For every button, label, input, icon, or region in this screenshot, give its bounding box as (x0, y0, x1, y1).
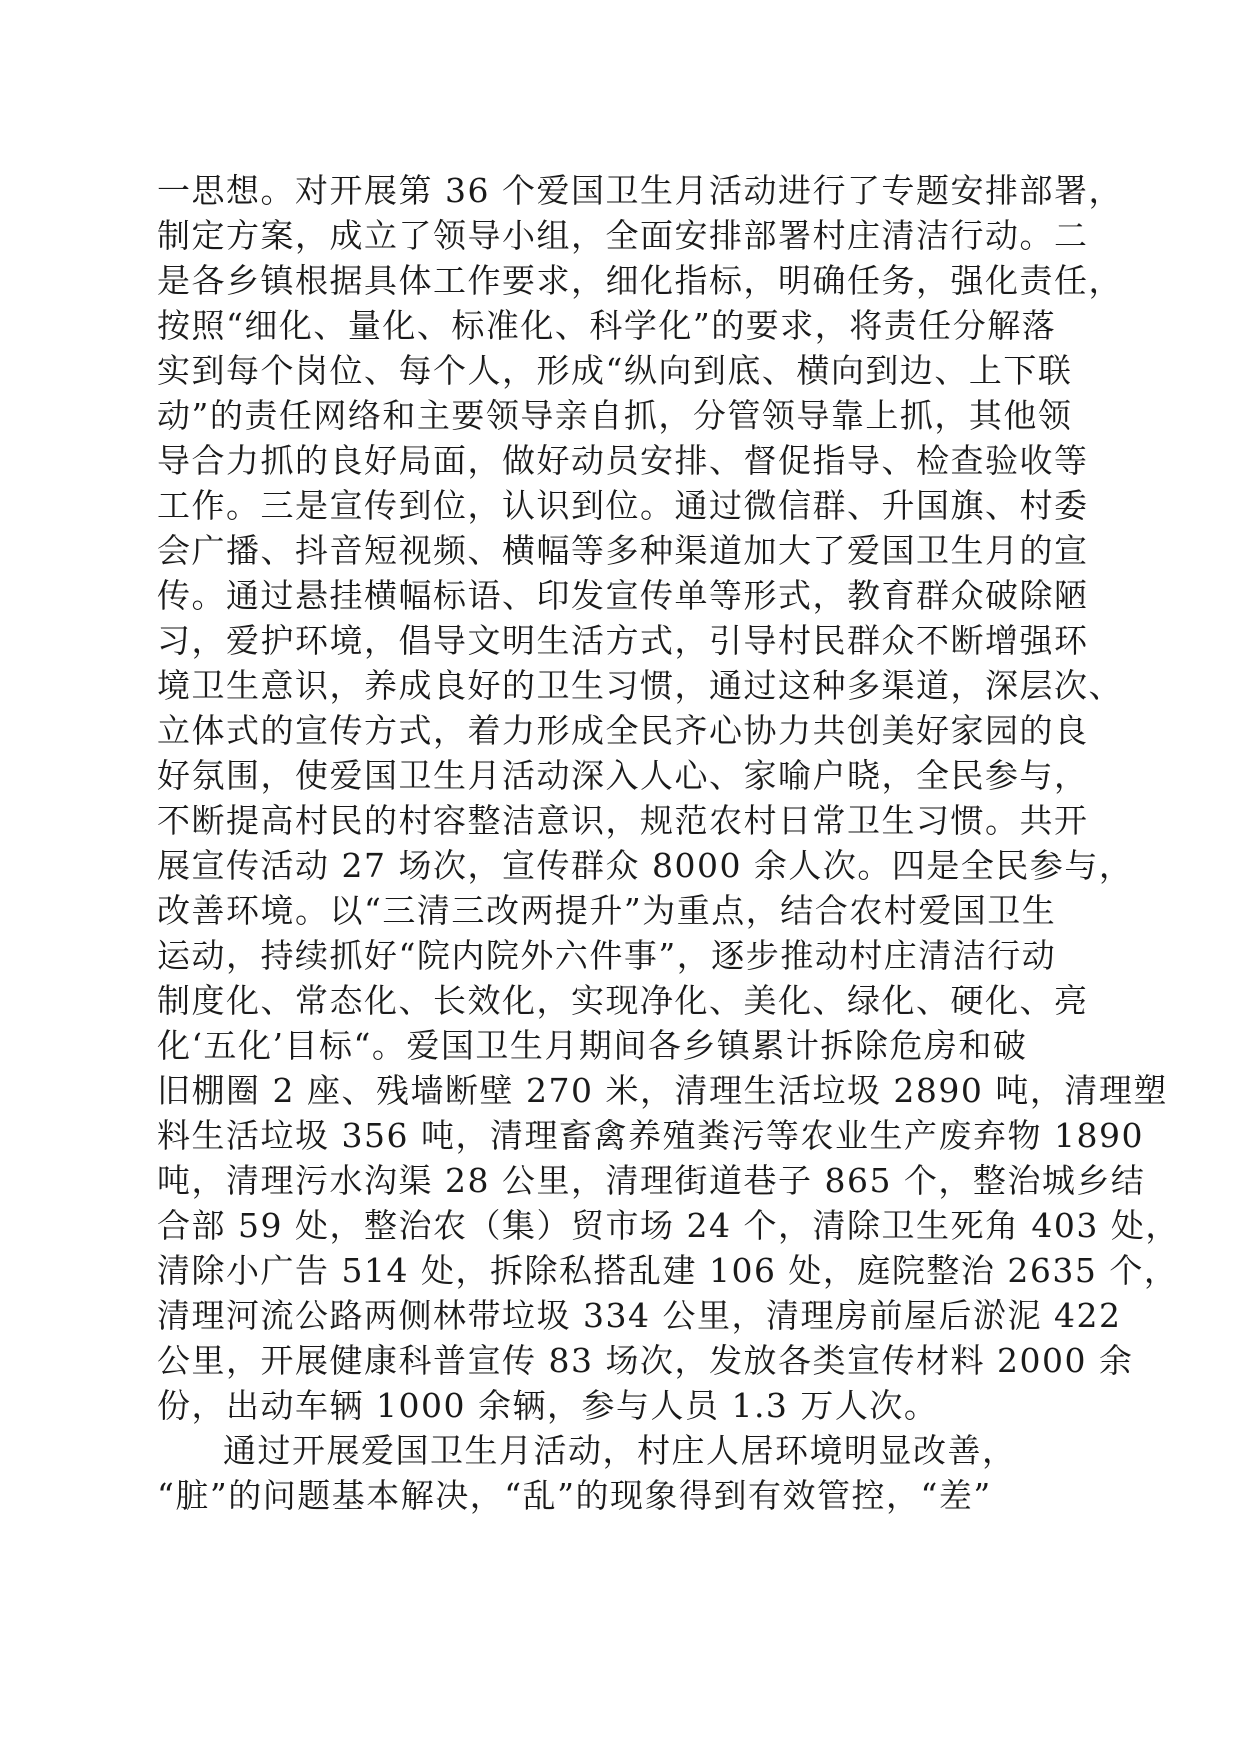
text-line: 旧棚圈 2 座、残墙断壁 270 米，清理生活垃圾 2890 吨，清理塑 (157, 1071, 1168, 1110)
text-line: 立体式的宣传方式，着力形成全民齐心协力共创美好家园的良 (157, 711, 1089, 750)
text-line: 会广播、抖音短视频、横幅等多种渠道加大了爱国卫生月的宣 (157, 531, 1089, 570)
text-line: 份，出动车辆 1000 余辆，参与人员 1.3 万人次。 (157, 1386, 939, 1425)
text-line: 一思想。对开展第 36 个爱国卫生月活动进行了专题安排部署， (157, 171, 1123, 210)
text-line: 导合力抓的良好局面，做好动员安排、督促指导、检查验收等 (157, 441, 1089, 480)
text-line: 制度化、常态化、长效化，实现净化、美化、绿化、硬化、亮 (157, 981, 1089, 1020)
text-line: 境卫生意识，养成良好的卫生习惯，通过这种多渠道，深层次、 (157, 666, 1123, 705)
text-line: 合部 59 处，整治农（集）贸市场 24 个，清除卫生死角 403 处， (157, 1206, 1180, 1245)
text-line: 吨，清理污水沟渠 28 公里，清理街道巷子 865 个，整治城乡结 (157, 1161, 1146, 1200)
text-line: “脏”的问题基本解决，“乱”的现象得到有效管控，“差” (157, 1476, 992, 1515)
text-line: 习，爱护环境，倡导文明生活方式，引导村民群众不断增强环 (157, 621, 1089, 660)
paragraph-first-line: 通过开展爱国卫生月活动，村庄人居环境明显改善， (223, 1431, 1017, 1470)
text-line: 动”的责任网络和主要领导亲自抓，分管领导靠上抓，其他领 (157, 396, 1073, 435)
text-line: 公里，开展健康科普宣传 83 场次，发放各类宣传材料 2000 余 (157, 1341, 1134, 1380)
text-line: 料生活垃圾 356 吨，清理畜禽养殖粪污等农业生产废弃物 1890 (157, 1116, 1144, 1155)
text-line: 按照“细化、量化、标准化、科学化”的要求，将责任分解落 (157, 306, 1057, 345)
text-line: 化‘五化’目标“。爱国卫生月期间各乡镇累计拆除危房和破 (157, 1026, 1028, 1065)
text-line: 改善环境。以“三清三改两提升”为重点，结合农村爱国卫生 (157, 891, 1057, 930)
text-line: 展宣传活动 27 场次，宣传群众 8000 余人次。四是全民参与， (157, 846, 1134, 885)
text-line: 是各乡镇根据具体工作要求，细化指标，明确任务，强化责任， (157, 261, 1123, 300)
text-line: 清理河流公路两侧林带垃圾 334 公里，清理房前屋后淤泥 422 (157, 1296, 1122, 1335)
text-line: 清除小广告 514 处，拆除私搭乱建 106 处，庭院整治 2635 个， (157, 1251, 1179, 1290)
text-line: 传。通过悬挂横幅标语、印发宣传单等形式，教育群众破除陋 (157, 576, 1089, 615)
text-line: 制定方案，成立了领导小组，全面安排部署村庄清洁行动。二 (157, 216, 1089, 255)
text-line: 工作。三是宣传到位，认识到位。通过微信群、升国旗、村委 (157, 486, 1089, 525)
text-line: 实到每个岗位、每个人，形成“纵向到底、横向到边、上下联 (157, 351, 1073, 390)
text-line: 好氛围，使爱国卫生月活动深入人心、家喻户晓，全民参与， (157, 756, 1089, 795)
text-line: 运动，持续抓好“院内院外六件事”，逐步推动村庄清洁行动 (157, 936, 1057, 975)
text-line: 不断提高村民的村容整洁意识，规范农村日常卫生习惯。共开 (157, 801, 1089, 840)
